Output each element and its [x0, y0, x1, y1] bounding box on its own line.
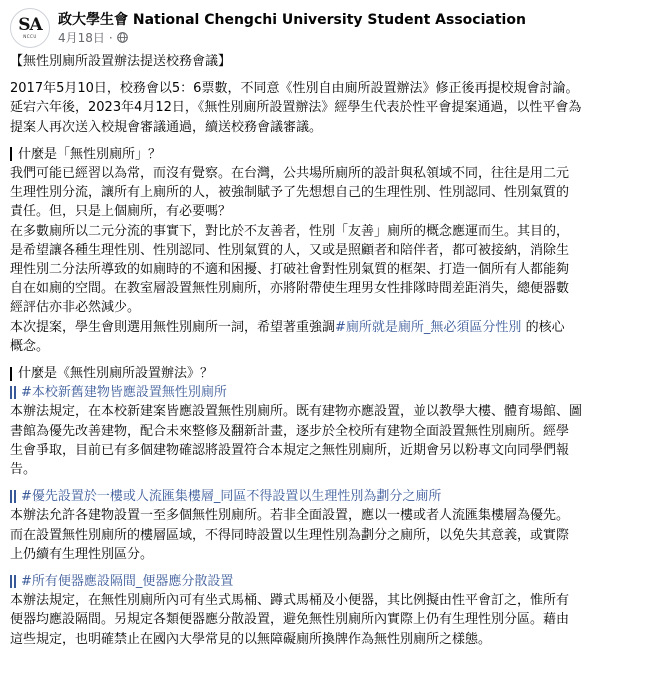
- section-heading: [10, 364, 660, 383]
- hashtag-link[interactable]: #優先設置於一樓或人流匯集樓層_同區不得設置以生理性別為劃分之廁所: [21, 489, 442, 505]
- hashtag-link[interactable]: #所有便器應設隔間_便器應分散設置: [21, 574, 234, 590]
- double-bar: [10, 490, 12, 503]
- text-line: 是希望讓各種生理性別、性別認同、性別氣質的人，又或是照顧者和陪伴者，都可被接納，消除生: [10, 242, 570, 258]
- avatar-sub: NCCU: [23, 34, 37, 39]
- text-line: 理性別二分法所導致的如廁時的不適和困擾、打破社會對性別氣質的框架、打造一個所有人都能夠: [10, 262, 570, 278]
- method-item: [10, 383, 660, 479]
- text-line: 提案人再次送入校規會審議通過，續送校務會議審議。: [10, 119, 323, 135]
- text-line: 延宕六年後，2023年4月12日，《無性別廁所設置辦法》經學生代表於性平會提案通過，以性平會為: [10, 100, 582, 116]
- text-line: 2017年5月10日，校務會以5：6票數，不同意《性別自由廁所設置辦法》修正後再提校規會討論。: [10, 81, 579, 97]
- post-body: [10, 52, 660, 649]
- hashtag-link[interactable]: #本校新舊建物皆應設置無性別廁所: [21, 385, 227, 401]
- text-line: 上仍續有生理性別區分。: [10, 546, 154, 562]
- post-title: 【無性別廁所設置辦法提送校務會議】: [10, 54, 232, 69]
- post-date-row: [58, 30, 526, 46]
- text-line: 書館為優先改善建物，配合未來整修及翻新計畫，逐步於全校所有建物全面設置無性別廁所。經學: [10, 423, 570, 439]
- text-line: 生理性別分流，讓所有上廁所的人，被強制賦予了先想想自己的生理性別、性別認同、性別氣質的: [10, 185, 570, 201]
- closing-text: 本次提案，學生會則選用無性別廁所一詞，希望著重強調: [10, 319, 336, 335]
- double-bar: [14, 490, 16, 503]
- author-name[interactable]: 政大學生會 National Chengchi University Student Association: [58, 11, 526, 28]
- text-line: 責任。但，只是上個廁所，有必要嗎？: [10, 204, 232, 220]
- text-line: 本辦法允許各建物設置一至多個無性別廁所。若非全面設置，應以一樓或者人流匯集樓層為優先。: [10, 508, 570, 524]
- text-line: 本辦法規定，在本校新建案皆應設置無性別廁所。既有建物亦應設置，並以教學大樓、體育場館、圖: [10, 404, 583, 420]
- text-line: 這些規定，也明確禁止在國內大學常見的以無障礙廁所換牌作為無性別廁所之樣態。: [10, 631, 492, 647]
- globe-icon: [117, 32, 128, 43]
- section-method: [10, 364, 660, 649]
- text-line: 自在如廁的空間。在教室層設置無性別廁所，亦將附帶使生理男女性排隊時間差距消失，總便器數: [10, 281, 570, 297]
- text-line: 經評估亦非必然減少。: [10, 300, 141, 316]
- text-line: 本辦法規定，在無性別廁所內可有坐式馬桶、蹲式馬桶及小便器，其比例擬由性平會訂之，惟所有: [10, 593, 570, 609]
- page-avatar[interactable]: [10, 8, 50, 48]
- hashtag-link[interactable]: #廁所就是廁所_無必須區分性別: [335, 319, 522, 335]
- item-heading: [10, 383, 660, 402]
- heading-text: 什麼是「無性別廁所」？: [18, 146, 162, 162]
- text-line: 在多數廁所以二元分流的事實下，對比於不友善者，性別「友善」廁所的概念應運而生。其目的，: [10, 223, 570, 239]
- text-line: 而在設置無性別廁所的樓層區域，不得同時設置以生理性別為劃分之廁所，以免失其意義，或實際: [10, 527, 570, 543]
- heading-text: 什麼是《無性別廁所設置辦法》？: [18, 366, 214, 382]
- separator-dot: ·: [108, 30, 113, 45]
- section-what-is: [10, 145, 660, 356]
- method-item: [10, 572, 660, 649]
- heading-bar: [10, 147, 12, 161]
- post-date[interactable]: 4月18日: [58, 30, 105, 45]
- text-line: 概念。: [10, 338, 50, 354]
- avatar-logo: SA: [18, 15, 42, 35]
- item-heading: [10, 572, 660, 591]
- double-bar: [10, 386, 12, 399]
- double-bar: [14, 386, 16, 399]
- closing-text-post: 的核心: [525, 319, 565, 335]
- text-line: 生會爭取，目前已有多個建物確認將設置符合本規定之無性別廁所，近期會另以粉專文向同學們報: [10, 442, 570, 458]
- text-line: 便器均應設隔間。另規定各類便器應分散設置，避免無性別廁所內實際上仍有生理性別分區。藉由: [10, 612, 570, 628]
- text-line: 告。: [10, 462, 37, 478]
- double-bar: [14, 575, 16, 588]
- item-heading: [10, 487, 660, 506]
- intro-paragraph: [10, 79, 660, 137]
- post-header: [10, 0, 660, 52]
- method-item: [10, 487, 660, 564]
- post-meta: [58, 11, 526, 46]
- double-bar: [10, 575, 12, 588]
- heading-bar: [10, 367, 12, 381]
- section-heading: [10, 145, 660, 164]
- closing-line: [10, 318, 660, 337]
- text-line: 我們可能已經習以為常，而沒有覺察。在台灣，公共場所廁所的設計與私領域不同，往往是用二元: [10, 166, 570, 182]
